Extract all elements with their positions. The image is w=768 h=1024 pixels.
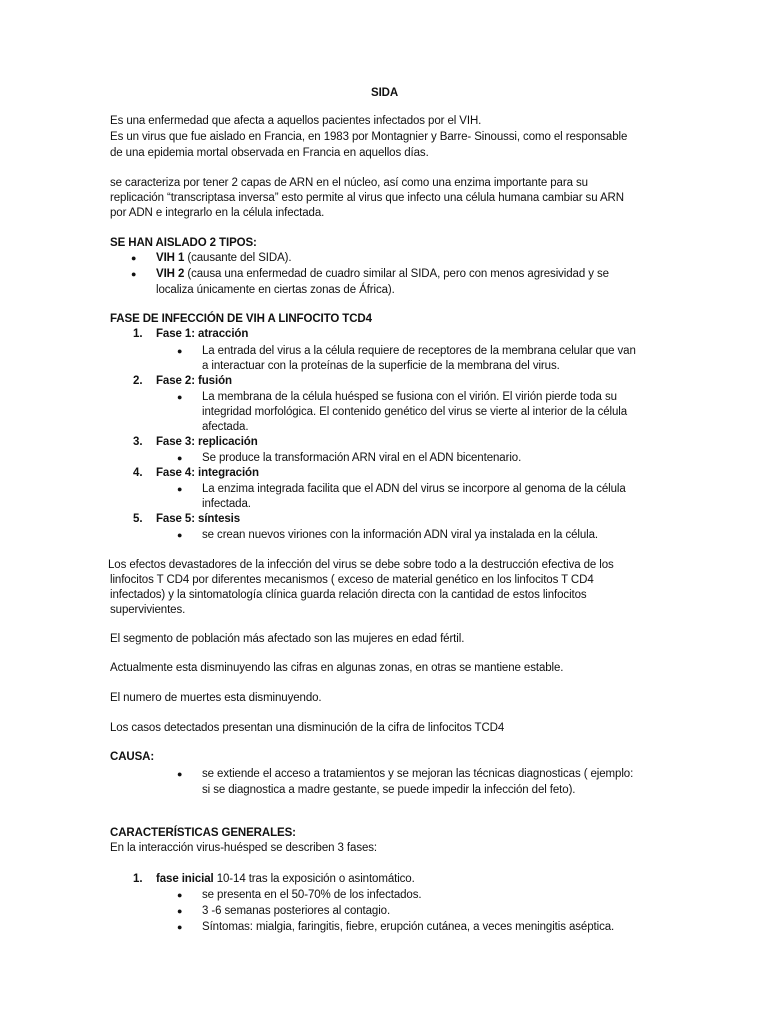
- para2-line-3: por ADN e integrarlo en la célula infectada.: [110, 207, 325, 219]
- fase-4-text-2: infectada.: [202, 498, 251, 510]
- fase-2-label: Fase 2: fusión: [156, 375, 232, 387]
- fase-4-label: Fase 4: integración: [156, 467, 259, 479]
- efectos-line-4: supervivientes.: [110, 604, 186, 616]
- fase-3-text-1: Se produce la transformación ARN viral en el ADN bicentenario.: [202, 452, 522, 464]
- fase-inicial-item: [156, 872, 415, 888]
- caracteristicas-intro: En la interacción virus-huésped se describen 3 fases:: [110, 842, 378, 854]
- bullet-icon: ●: [177, 769, 183, 779]
- bullet-icon: ●: [177, 890, 183, 900]
- causa-heading: CAUSA:: [110, 751, 155, 763]
- fase-2-text-3: afectada.: [202, 421, 249, 433]
- fase-5-number: 5.: [133, 513, 143, 525]
- vih1-label: VIH 1: [156, 252, 185, 264]
- page-title: SIDA: [371, 87, 399, 99]
- fase-5-text-1: se crean nuevos viriones con la información ADN viral ya instalada en la célula.: [202, 529, 598, 541]
- fase-2-text-1: La membrana de la célula huésped se fusiona con el virión. El virión pierde toda su: [202, 391, 617, 403]
- bullet-icon: ●: [177, 922, 183, 932]
- fase-1-label: Fase 1: atracción: [156, 328, 249, 340]
- fase-4-number: 4.: [133, 467, 143, 479]
- caracteristicas-heading: CARACTERÍSTICAS GENERALES:: [110, 827, 296, 839]
- fase-inicial-bullet-2: 3 -6 semanas posteriores al contagio.: [202, 905, 391, 917]
- efectos-line-2: linfocitos T CD4 por diferentes mecanismos ( exceso de material genético en los linfocitos T CD4: [110, 574, 594, 586]
- intro-line-3: de una epidemia mortal observada en Francia en aquellos días.: [110, 147, 429, 159]
- fase-inicial-bullet-1: se presenta en el 50-70% de los infectados.: [202, 889, 422, 901]
- fase-inicial-text: 10-14 tras la exposición o asintomático.: [213, 873, 415, 885]
- fase-2-text-2: integridad morfológica. El contenido genético del virus se vierte al interior de la célula: [202, 406, 628, 418]
- bullet-icon: ●: [131, 253, 137, 263]
- para2-line-2: replicación “transcriptasa inversa” esto permite al virus que infecto una célula humana cambiar su ARN: [110, 192, 624, 204]
- fase-4-text-1: La enzima integrada facilita que el ADN del virus se incorpore al genoma de la célula: [202, 483, 626, 495]
- fase-2-number: 2.: [133, 375, 143, 387]
- para2-line-1: se caracteriza por tener 2 capas de ARN en el núcleo, así como una enzima importante para su: [110, 177, 588, 189]
- vih2-item: [156, 267, 609, 283]
- segmento-text: El segmento de población más afectado son las mujeres en edad fértil.: [110, 633, 465, 645]
- vih2-text: (causa una enfermedad de cuadro similar al SIDA, pero con menos agresividad y se: [184, 268, 609, 280]
- vih1-item: [156, 251, 291, 267]
- fase-5-label: Fase 5: síntesis: [156, 513, 241, 525]
- fase-1-number: 1.: [133, 328, 143, 340]
- vih2-label: VIH 2: [156, 268, 185, 280]
- fase-inicial-bullet-3: Síntomas: mialgia, faringitis, fiebre, erupción cutánea, a veces meningitis aséptica.: [202, 921, 615, 933]
- efectos-line-3: infectados) y la sintomatología clínica guarda relación directa con la cantidad de estos linfocitos: [110, 589, 587, 601]
- fase-3-number: 3.: [133, 436, 143, 448]
- bullet-icon: ●: [177, 346, 183, 356]
- fases-heading: FASE DE INFECCIÓN DE VIH A LINFOCITO TCD4: [110, 313, 372, 325]
- bullet-icon: ●: [177, 392, 183, 402]
- fase-1-text-1: La entrada del virus a la célula requiere de receptores de la membrana celular que van: [202, 345, 636, 357]
- efectos-line-1: Los efectos devastadores de la infección del virus se debe sobre todo a la destrucción efectiva de los: [108, 559, 614, 571]
- fase-1-text-2: a interactuar con la proteínas de la superficie de la membrana del virus.: [202, 360, 560, 372]
- bullet-icon: ●: [177, 453, 183, 463]
- muertes-text: El numero de muertes esta disminuyendo.: [110, 692, 322, 704]
- casos-text: Los casos detectados presentan una disminución de la cifra de linfocitos TCD4: [110, 722, 505, 734]
- bullet-icon: ●: [177, 484, 183, 494]
- tipos-heading: SE HAN AISLADO 2 TIPOS:: [110, 237, 257, 249]
- intro-line-1: Es una enfermedad que afecta a aquellos pacientes infectados por el VIH.: [110, 115, 482, 127]
- bullet-icon: ●: [177, 906, 183, 916]
- bullet-icon: ●: [131, 269, 137, 279]
- causa-text-1: se extiende el acceso a tratamientos y se mejoran las técnicas diagnosticas ( ejemplo:: [202, 768, 634, 780]
- causa-text-2: si se diagnostica a madre gestante, se puede impedir la infección del feto).: [202, 784, 576, 796]
- fase-inicial-number: 1.: [133, 873, 143, 885]
- vih2-text-line-2: localiza únicamente en ciertas zonas de África).: [156, 284, 395, 296]
- fase-inicial-label: fase inicial: [156, 873, 214, 885]
- actualmente-text: Actualmente esta disminuyendo las cifras en algunas zonas, en otras se mantiene estable.: [110, 662, 564, 674]
- fase-3-label: Fase 3: replicación: [156, 436, 258, 448]
- bullet-icon: ●: [177, 530, 183, 540]
- vih1-text: (causante del SIDA).: [184, 252, 292, 264]
- intro-line-2: Es un virus que fue aislado en Francia, en 1983 por Montagnier y Barre- Sinoussi, como el responsable: [110, 131, 628, 143]
